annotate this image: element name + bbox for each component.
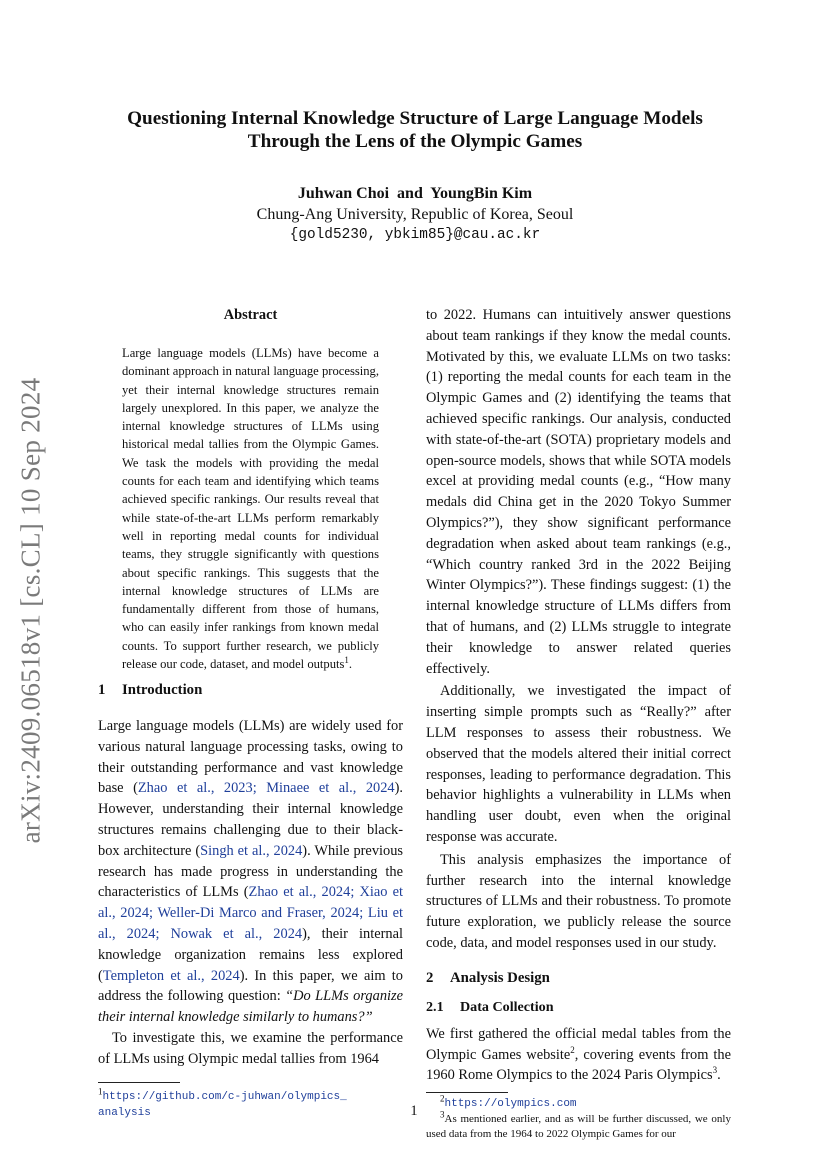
section-2-title: Analysis Design	[450, 969, 550, 986]
right-paragraph-3: This analysis emphasizes the importance of further research into the internal knowledge structures of LLMs and their robustness. To promote future exploration, we publicly release the source code, data, and model responses used in our study.	[426, 851, 731, 951]
footnote-divider-right	[426, 1092, 508, 1093]
abstract-body	[122, 344, 379, 673]
footnote-ref-2[interactable]: 2	[570, 1044, 575, 1055]
abstract-end: .	[348, 657, 353, 672]
abstract-text: Large language models (LLMs) have become a dominant approach in natural language processing, yet their internal knowledge structures remain largely unexplored. In this paper, we analyze the internal knowledge structures of LLMs using historical medal tallies from the Olympic Games. We task the models with providing the medal counts for each team and identifying which teams achieved specific rankings. Our results reveal that while state-of-the-art LLMs perform remarkably well in reporting medal counts for individual teams, they struggle significantly with questions about specific rankings. This suggests that the internal knowledge structures of LLMs are fundamentally different from those of humans, who can easily infer rankings from known medal counts. To support further research, we publicly release our code, dataset, and model outputs	[122, 346, 379, 672]
subsection-2-1-title: Data Collection	[460, 998, 554, 1015]
author-emails: {gold5230, ybkim85}@cau.ac.kr	[289, 227, 541, 243]
section-1-title: Introduction	[122, 682, 203, 698]
left-column	[98, 680, 403, 1121]
right-paragraph-2: Additionally, we investigated the impact of inserting simple prompts such as “Really?” after LLM responses to assess their robustness. We observed that the models altered their initial correct responses, leading to performance degradation. This behavior highlights a vulnerability in LLMs when handling user doubt, even when the original response was accurate.	[426, 683, 731, 845]
footnote-1-mark: 1	[98, 1085, 103, 1096]
abstract-heading: Abstract	[223, 307, 278, 323]
data-collection-paragraph	[426, 1024, 731, 1086]
data-text-c: .	[717, 1067, 721, 1084]
intro-text-c: ). While previous research has made progress in understanding the characteristics of LLMs (	[98, 842, 404, 901]
paper-title	[80, 107, 750, 153]
arxiv-sidebar	[0, 360, 63, 860]
right-paragraph-1: to 2022. Humans can intuitively answer questions about team rankings if they know the medal counts. Motivated by this, we evaluate LLMs on two tasks: (1) reporting the medal counts for each team in the Olympic Games and (2) identifying the teams that achieved specific rankings. Our analysis, conducted with state-of-the-art (SOTA) proprietary models and open-source models, shows that while SOTA models excel at providing medal counts (e.g., “How many medals did China get in the 2020 Tokyo Summer Olympics?”), they show significant performance degradation when asked about team rankings (e.g., “Which country ranked 3rd in the 2022 Beijing Winter Olympics?”). These findings suggest: (1) the internal knowledge structure of LLMs differs from that of humans, and (2) LLMs struggle to integrate their knowledge to answer related queries effectively.	[426, 307, 731, 677]
footnote-3-text: As mentioned earlier, and as will be further discussed, we only used data from the 1964 to 2022 Olympic Games for our	[426, 1113, 731, 1141]
affiliation: Chung-Ang University, Republic of Korea, Seoul	[256, 206, 574, 223]
section-2-number: 2	[426, 969, 434, 986]
footnote-1-link[interactable]: https://github.com/c-juhwan/olympics_ analysis	[98, 1090, 347, 1119]
intro-text-b: ). However, understanding their internal knowledge structures remains challenging due to their black-box architecture (	[98, 780, 403, 859]
citation-templeton[interactable]: Templeton et al., 2024	[102, 967, 240, 984]
right-column	[426, 305, 731, 1142]
author-block	[80, 183, 750, 246]
citation-zhao-minaee[interactable]: Zhao et al., 2023; Minaee et al., 2024	[137, 780, 395, 797]
page-number: 1	[410, 1103, 418, 1119]
section-1-heading	[98, 680, 403, 701]
footnote-2-link[interactable]: https://olympics.com	[444, 1098, 577, 1111]
title-line-1: Questioning Internal Knowledge Structure of Large Language Models	[127, 108, 703, 129]
intro-text-e: ). In this paper, we aim to address the following question:	[98, 967, 403, 1005]
intro-paragraph-1	[98, 716, 403, 1028]
section-1-number: 1	[98, 682, 106, 698]
subsection-2-1-number: 2.1	[426, 998, 444, 1015]
data-text-a: We first gathered the official medal tables from the Olympic Games website	[426, 1025, 731, 1063]
intro-text-a: Large language models (LLMs) are widely used for various natural language processing tasks, owing to their outstanding performance and vast knowledge base (	[98, 718, 403, 797]
footnote-ref-1[interactable]: 1	[344, 654, 349, 665]
arxiv-identifier: arXiv:2409.06518v1 [cs.CL] 10 Sep 2024	[15, 377, 46, 843]
footnote-2-mark: 2	[440, 1093, 445, 1104]
author-names: Juhwan Choi and YoungBin Kim	[297, 185, 533, 202]
subsection-2-1-heading	[426, 997, 731, 1018]
section-2-heading	[426, 968, 731, 989]
footnote-divider-left	[98, 1082, 180, 1083]
research-question: “Do LLMs organize their internal knowledge similarly to humans?”	[98, 988, 403, 1026]
title-line-2: Through the Lens of the Olympic Games	[247, 131, 583, 152]
footnote-ref-3[interactable]: 3	[712, 1065, 718, 1076]
footnote-3-mark: 3	[440, 1109, 445, 1120]
data-text-b: , covering events from the 1960 Rome Olympics to the 2024 Paris Olympics	[426, 1046, 731, 1084]
citation-singh[interactable]: Singh et al., 2024	[200, 842, 303, 859]
citation-group[interactable]: Zhao et al., 2024; Xiao et al., 2024; Weller-Di Marco and Fraser, 2024; Liu et al., 2024; Nowak et al., 2024	[98, 884, 403, 942]
intro-text-d: ), their internal knowledge organization remains less explored (	[98, 925, 403, 984]
intro-paragraph-2: To investigate this, we examine the performance of LLMs using Olympic medal tallies from 1964	[98, 1029, 403, 1067]
